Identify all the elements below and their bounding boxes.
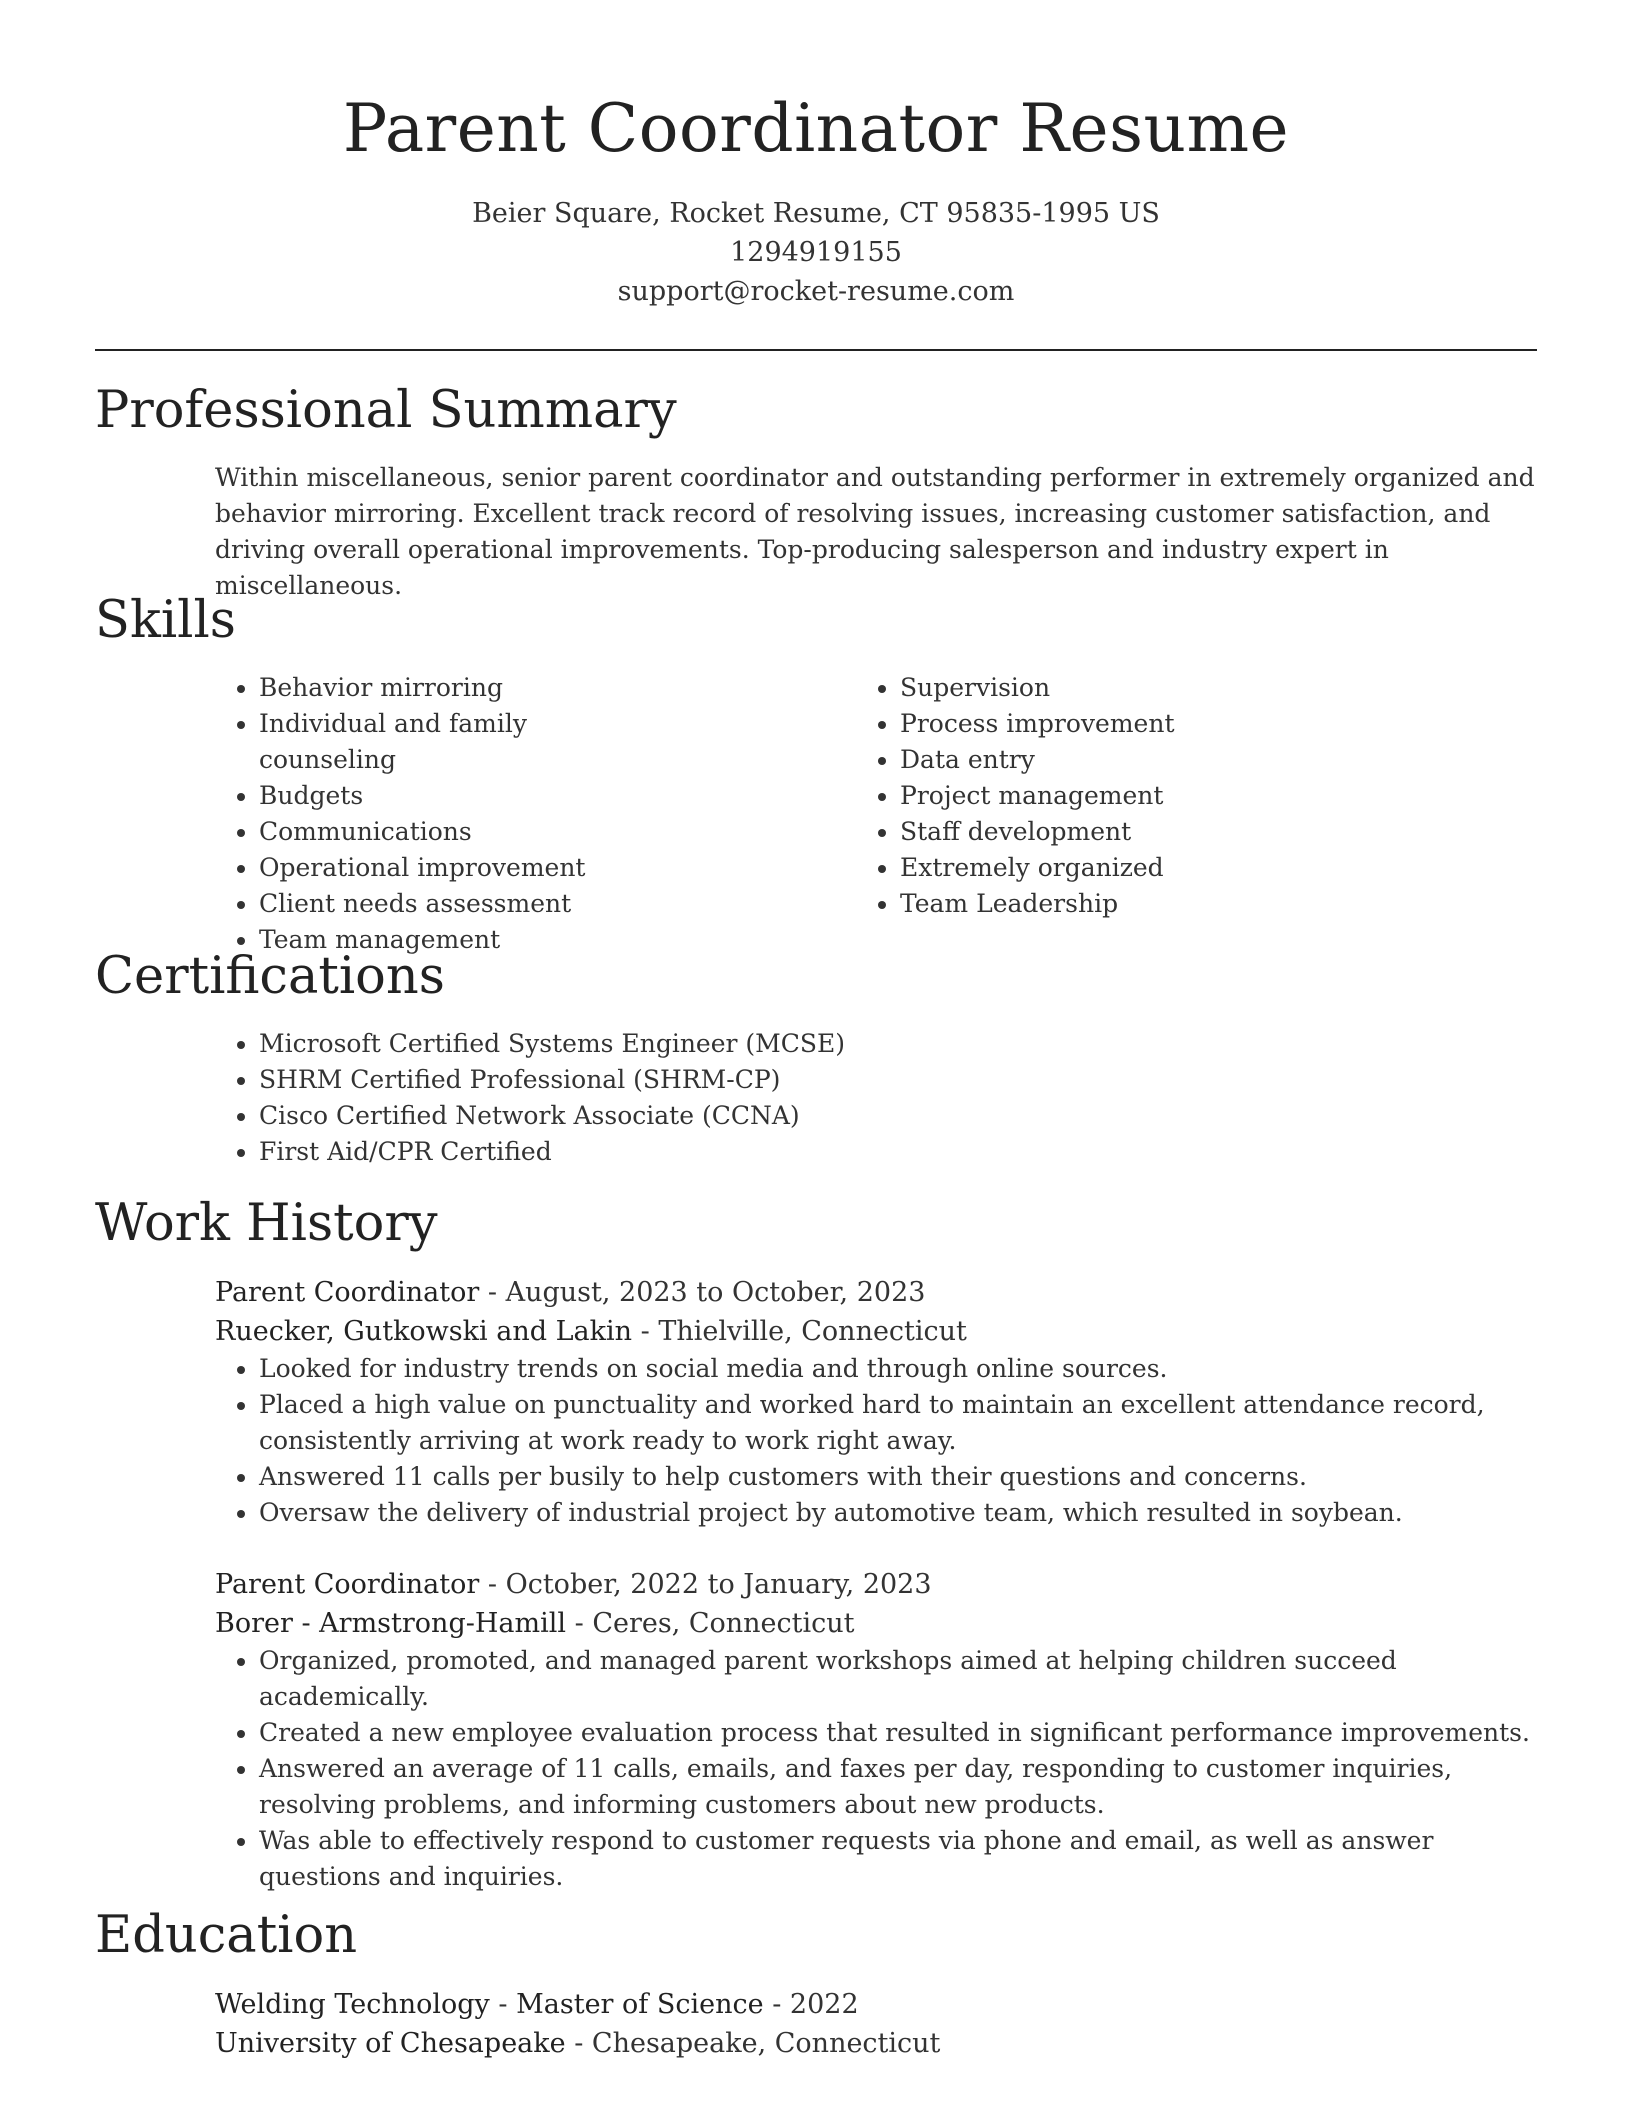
job-title-line: Parent Coordinator - October, 2022 to January, 2023 xyxy=(215,1569,932,1600)
contact-phone: 1294919155 xyxy=(730,237,902,268)
job-bullet: • Was able to effectively respond to customer requests via phone and email, as well as answer questions and inquiries. xyxy=(259,1823,1534,1895)
skills-section xyxy=(0,590,1632,958)
job-company-line: Ruecker, Gutkowski and Lakin - Thielville, Connecticut xyxy=(215,1316,967,1347)
skill-item: • Communications xyxy=(259,814,649,850)
skill-item: • Team Leadership xyxy=(900,886,1420,922)
job-location: Ceres, Connecticut xyxy=(592,1608,855,1639)
job-bullet: • Answered 11 calls per busily to help customers with their questions and concerns. xyxy=(259,1459,1509,1495)
skill-item: • Team management xyxy=(259,922,649,958)
skills-list-left xyxy=(0,670,649,958)
job-bullets xyxy=(0,1643,1534,1895)
resume-header xyxy=(0,0,1632,311)
job-title: Parent Coordinator xyxy=(215,1569,480,1600)
header-divider xyxy=(95,349,1537,351)
job-entry xyxy=(0,1565,1632,1895)
skill-item: • Data entry xyxy=(900,742,1420,778)
skill-item: • Staff development xyxy=(900,814,1420,850)
certifications-heading: Certifications xyxy=(95,947,445,1006)
job-company-line: Borer - Armstrong-Hamill - Ceres, Connecticut xyxy=(215,1608,855,1639)
skills-columns xyxy=(0,670,1632,958)
education-field: Welding Technology xyxy=(215,1989,490,2020)
education-degree-line: Welding Technology - Master of Science - 2022 xyxy=(215,1989,859,2020)
education-heading: Education xyxy=(95,1906,358,1965)
job-title-line: Parent Coordinator - August, 2023 to October, 2023 xyxy=(215,1277,926,1308)
job-bullet: • Placed a high value on punctuality and worked hard to maintain an excellent attendance record, consistently arriving at work ready to work right away. xyxy=(259,1387,1509,1459)
job-dates: August, 2023 to October, 2023 xyxy=(505,1277,926,1308)
job-company: Ruecker, Gutkowski and Lakin xyxy=(215,1316,632,1347)
job-bullet: • Organized, promoted, and managed parent workshops aimed at helping children succeed academically. xyxy=(259,1643,1534,1715)
certification-item: • Cisco Certified Network Associate (CCNA) xyxy=(259,1098,1632,1134)
skills-list-right xyxy=(641,670,1420,958)
education-degree: Master of Science xyxy=(516,1989,764,2020)
skill-item: • Behavior mirroring xyxy=(259,670,649,706)
education-year: 2022 xyxy=(789,1989,859,2020)
summary-section xyxy=(0,380,1632,604)
certifications-section xyxy=(0,946,1632,1170)
skill-item: • Budgets xyxy=(259,778,649,814)
skill-item: • Operational improvement xyxy=(259,850,649,886)
education-school: University of Chesapeake xyxy=(215,2028,566,2059)
work-section xyxy=(0,1193,1632,1895)
certification-item: • First Aid/CPR Certified xyxy=(259,1134,1632,1170)
work-heading: Work History xyxy=(95,1194,438,1253)
summary-heading: Professional Summary xyxy=(95,381,677,440)
job-bullet: • Created a new employee evaluation process that resulted in significant performance improvements. xyxy=(259,1715,1534,1751)
job-entry xyxy=(0,1273,1632,1531)
contact-email: support@rocket-resume.com xyxy=(617,276,1015,307)
job-dates: October, 2022 to January, 2023 xyxy=(505,1569,932,1600)
skill-item: • Project management xyxy=(900,778,1420,814)
job-bullet: • Looked for industry trends on social media and through online sources. xyxy=(259,1351,1509,1387)
certification-item: • SHRM Certified Professional (SHRM-CP) xyxy=(259,1062,1632,1098)
job-location: Thielville, Connecticut xyxy=(658,1316,967,1347)
certification-item: • Microsoft Certified Systems Engineer (MCSE) xyxy=(259,1026,1632,1062)
skill-item: • Extremely organized xyxy=(900,850,1420,886)
education-school-line: University of Chesapeake - Chesapeake, Connecticut xyxy=(215,2028,941,2059)
certifications-list xyxy=(0,1026,1632,1170)
skill-item: • Client needs assessment xyxy=(259,886,649,922)
contact-block xyxy=(0,194,1632,311)
job-title: Parent Coordinator xyxy=(215,1277,480,1308)
skills-heading: Skills xyxy=(95,591,236,650)
skill-item: • Supervision xyxy=(900,670,1420,706)
job-bullet: • Answered an average of 11 calls, emails, and faxes per day, responding to customer inquiries, resolving problems, and informing customers about new products. xyxy=(259,1751,1534,1823)
summary-text: Within miscellaneous, senior parent coordinator and outstanding performer in extremely organized and behavior mirroring. Excellent track record of resolving issues, increasing customer satisfaction, and driving overall operational improvements. Top-producing salesperson and industry expert in miscellaneous. xyxy=(215,463,1535,600)
education-location: Chesapeake, Connecticut xyxy=(591,2028,941,2059)
resume-title: Parent Coordinator Resume xyxy=(342,90,1290,167)
skill-item: • Individual and family counseling xyxy=(259,706,649,778)
job-bullet: • Oversaw the delivery of industrial project by automotive team, which resulted in soybean. xyxy=(259,1495,1509,1531)
education-section xyxy=(0,1905,1632,2063)
education-entry xyxy=(0,1985,1632,2063)
contact-address: Beier Square, Rocket Resume, CT 95835-1995 US xyxy=(472,198,1160,229)
skill-item: • Process improvement xyxy=(900,706,1420,742)
job-company: Borer - Armstrong-Hamill xyxy=(215,1608,566,1639)
job-bullets xyxy=(0,1351,1509,1531)
